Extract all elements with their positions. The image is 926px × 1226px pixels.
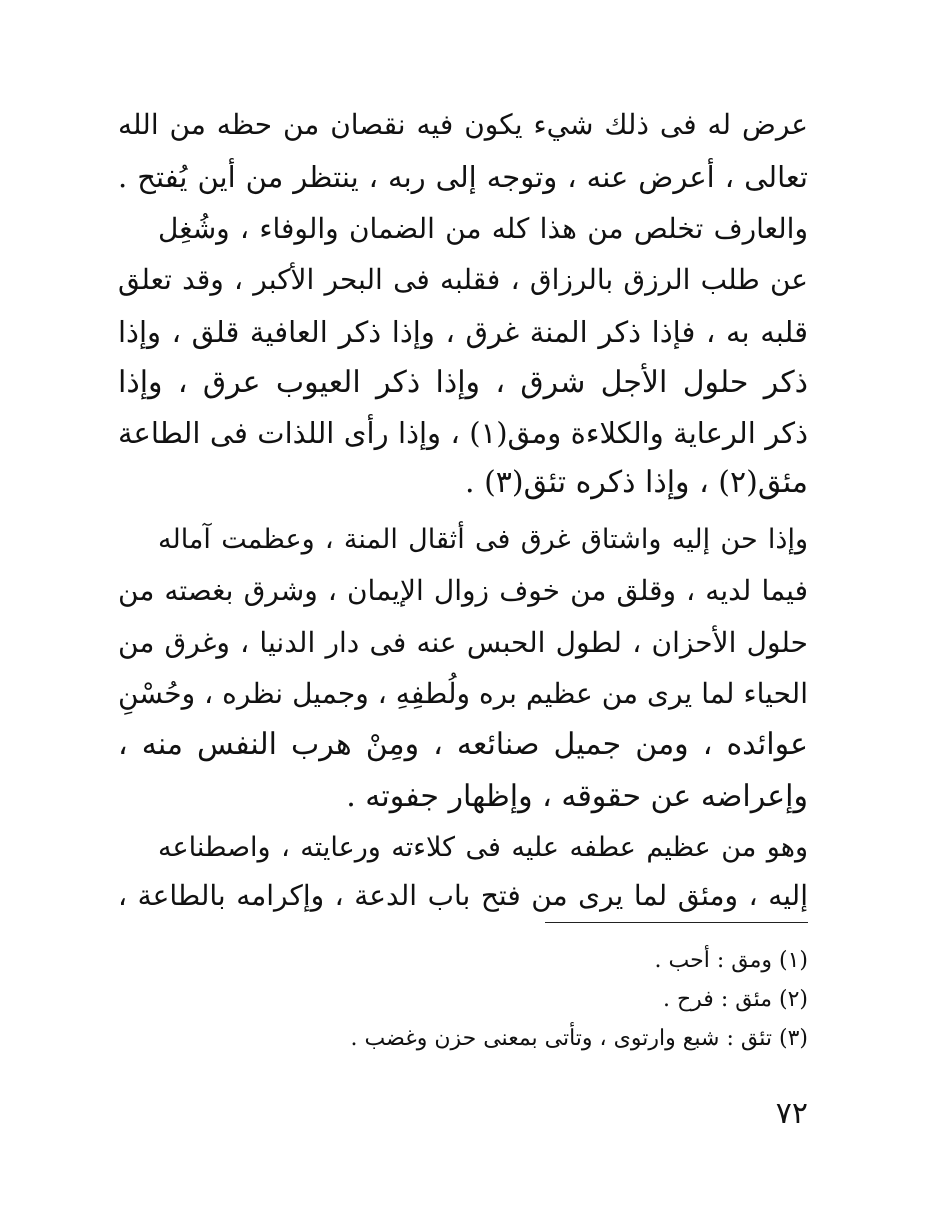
text-line-12: الحياء لما يرى من عظيم بره ولُطفِهِ ، وجميل نظره ، وحُسْنِ: [118, 677, 808, 710]
text-line-10: فيما لديه ، وقلق من خوف زوال الإيمان ، وشرق بغصته من: [118, 574, 808, 607]
footnote-3: (٣) تئق : شبع وارتوى ، وتأتى بمعنى حزن وغضب .: [350, 1026, 808, 1051]
text-line-2: تعالى ، أعرض عنه ، وتوجه إلى ربه ، ينتظر من أين يُفتح .: [118, 160, 808, 194]
text-line-3: والعارف تخلص من هذا كله من الضمان والوفاء ، وشُغِل: [158, 212, 808, 245]
text-line-6: ذكر حلول الأجل شرق ، وإذا ذكر العيوب عرق ، وإذا: [118, 365, 808, 400]
text-line-7: ذكر الرعاية والكلاءة ومق(١) ، وإذا رأى اللذات فى الطاعة: [118, 416, 808, 450]
text-line-4: عن طلب الرزق بالرزاق ، فقلبه فى البحر الأكبر ، وقد تعلق: [118, 263, 809, 296]
text-line-14: وإعراضه عن حقوقه ، وإظهار جفوته .: [346, 779, 808, 814]
footnote-separator: [545, 922, 808, 923]
text-line-9: وإذا حن إليه واشتاق غرق فى أثقال المنة ، وعظمت آماله: [158, 524, 808, 555]
page-number: ٧٢: [775, 1096, 808, 1131]
footnote-1: (١) ومق : أحب .: [654, 948, 808, 973]
text-line-11: حلول الأحزان ، لطول الحبس عنه فى دار الدنيا ، وغرق من: [118, 626, 808, 659]
text-line-16: إليه ، ومئق لما يرى من فتح باب الدعة ، وإكرامه بالطاعة ،: [118, 879, 808, 912]
text-line-5: قلبه به ، فإذا ذكر المنة غرق ، وإذا ذكر العافية قلق ، وإذا: [118, 315, 808, 349]
text-line-1: عرض له فى ذلك شيء يكون فيه نقصان من حظه من الله: [118, 108, 808, 141]
text-line-8: مئق(٢) ، وإذا ذكره تئق(٣) .: [465, 465, 808, 500]
footnote-2: (٢) مئق : فرح .: [662, 987, 808, 1012]
text-line-15: وهو من عظيم عطفه عليه فى كلاءته ورعايته ، واصطناعه: [158, 832, 808, 863]
text-line-13: عوائده ، ومن جميل صنائعه ، ومِنْ هرب النفس منه ،: [118, 727, 808, 762]
